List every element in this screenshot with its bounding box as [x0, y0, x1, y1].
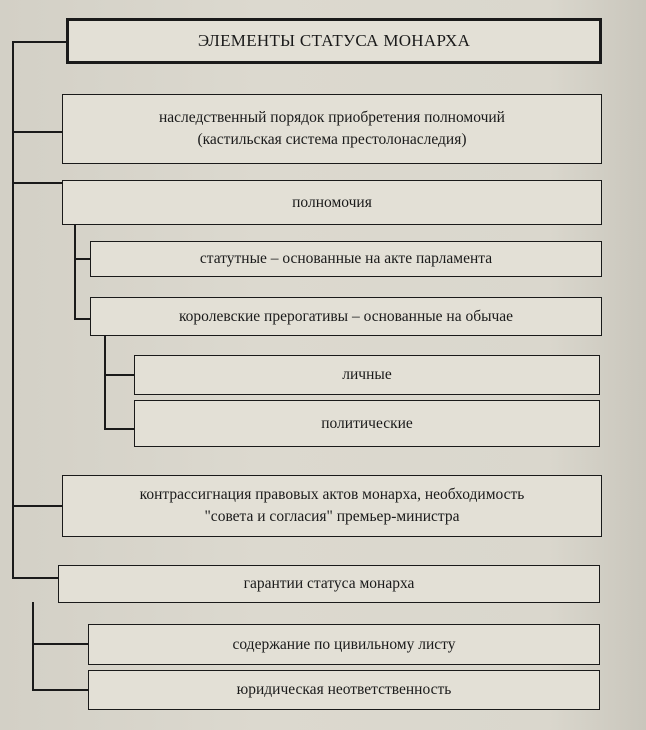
- connector-countersign: [12, 505, 64, 507]
- political-text: политические: [321, 414, 413, 432]
- prerogatives-connector-vertical: [104, 335, 106, 430]
- node-personal: [134, 355, 600, 395]
- powers-text: полномочия: [292, 193, 372, 211]
- node-guarantees: [58, 565, 600, 603]
- node-prerogatives: [90, 297, 602, 336]
- connector-prerogatives: [74, 318, 90, 320]
- connector-guarantees: [12, 577, 60, 579]
- node-political: [134, 400, 600, 447]
- connector-statutory: [74, 258, 90, 260]
- prerogatives-text: королевские прерогативы – основанные на обычае: [178, 307, 514, 325]
- node-powers: [62, 180, 602, 225]
- connector-succession: [12, 131, 64, 133]
- guarantees-text: гарантии статуса монарха: [243, 575, 415, 592]
- node-statutory: [90, 241, 602, 277]
- statutory-text: статутные – основанные на акте парламента: [199, 250, 493, 267]
- connector-civil-list: [32, 643, 88, 645]
- connector-personal: [104, 374, 134, 376]
- connector-political: [104, 428, 134, 430]
- powers-connector-vertical: [74, 225, 76, 320]
- node-succession: [62, 94, 602, 164]
- connector-immunity: [32, 689, 88, 691]
- succession-line-2: (кастильская система престолонаследия): [197, 131, 467, 148]
- connector-powers: [12, 182, 64, 184]
- connector-title: [12, 41, 66, 43]
- succession-line-1: наследственный порядок приобретения полномочий: [159, 109, 505, 126]
- node-countersign: [62, 475, 602, 537]
- personal-text: личные: [342, 366, 392, 383]
- main-connector-vertical: [12, 41, 14, 578]
- countersign-line-2: "совета и согласия" премьер-министра: [204, 508, 460, 525]
- title-text: ЭЛЕМЕНТЫ СТАТУСА МОНАРХА: [197, 31, 471, 50]
- countersign-line-1: контрассигнация правовых актов монарха, необходимость: [139, 486, 525, 503]
- immunity-text: юридическая неответственность: [236, 681, 452, 698]
- node-immunity: [88, 670, 600, 710]
- guarantees-connector-vertical: [32, 602, 34, 690]
- node-civil-list: [88, 624, 600, 665]
- civil-list-text: содержание по цивильному листу: [232, 635, 456, 653]
- diagram-title: [66, 18, 602, 64]
